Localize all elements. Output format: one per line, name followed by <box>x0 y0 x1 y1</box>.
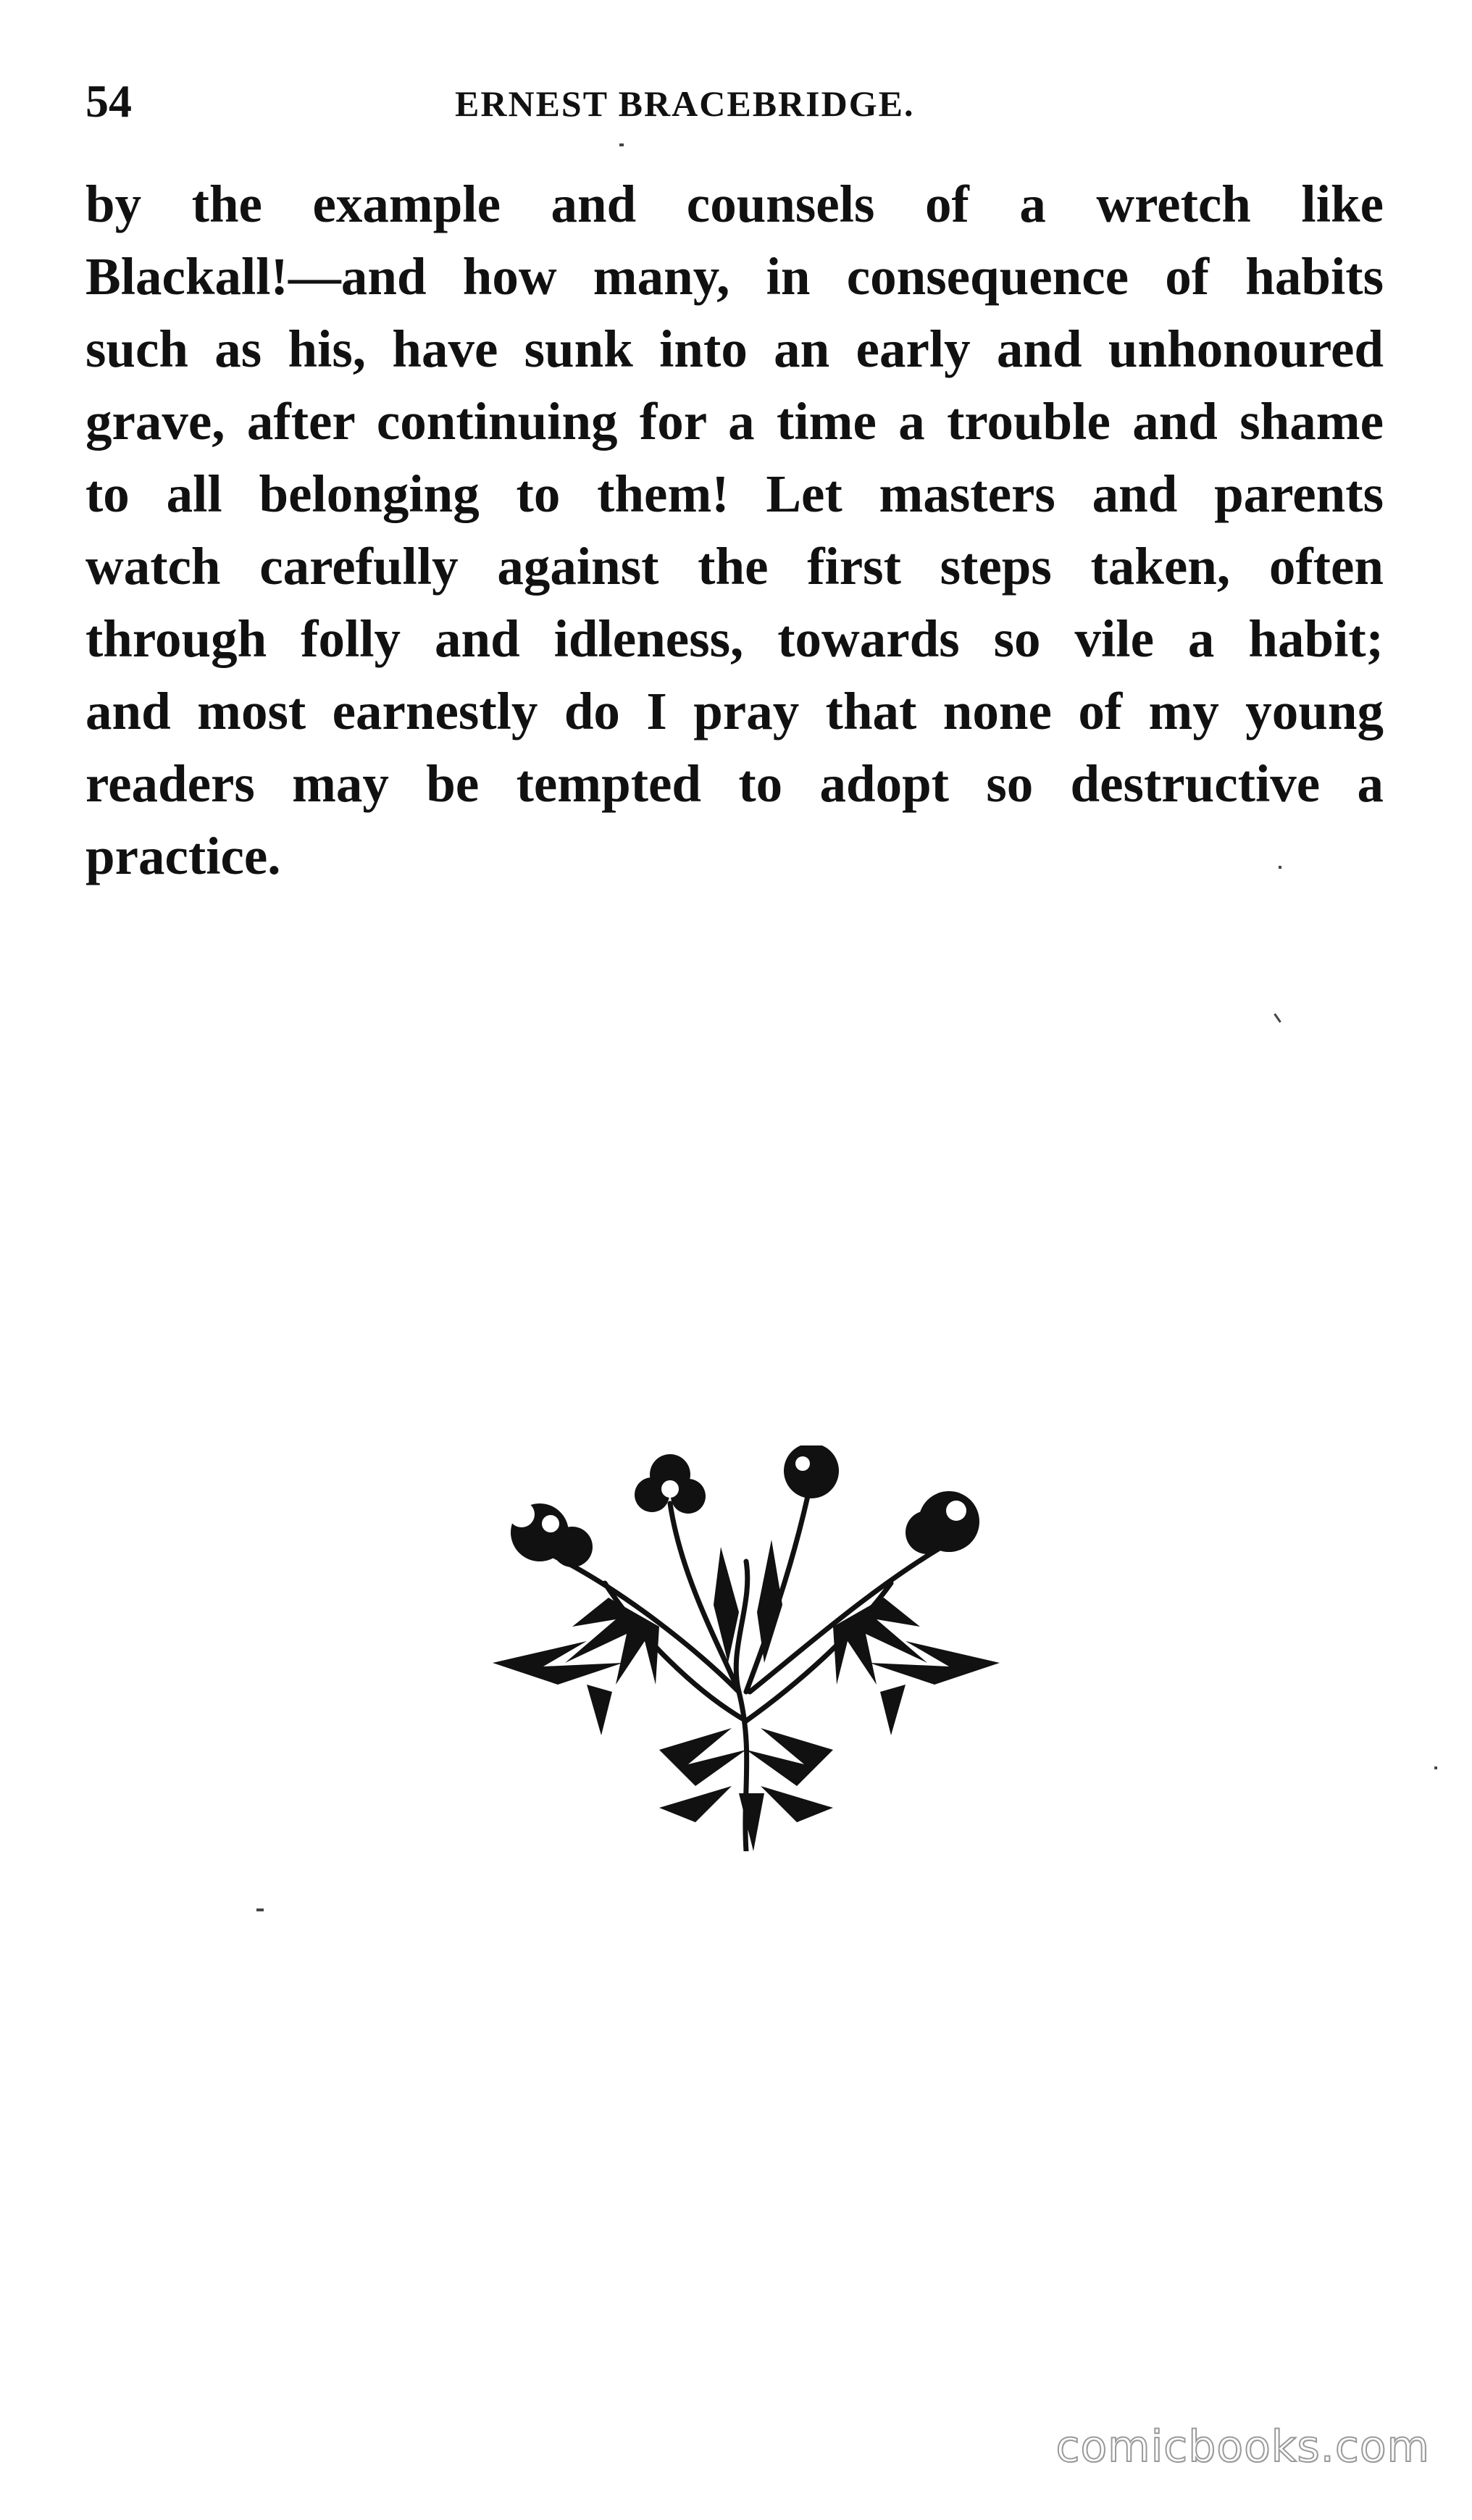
print-speck <box>619 143 624 146</box>
print-speck <box>1274 1013 1281 1022</box>
print-speck <box>1279 866 1281 869</box>
text-line: to all belonging to them! Let masters and parents <box>85 464 1384 523</box>
page-header <box>85 72 1389 130</box>
print-speck <box>256 1908 264 1911</box>
text-line: Blackall!—and how many, in consequence of habits <box>85 247 1384 306</box>
page-number: 54 <box>85 75 132 127</box>
text-line: by the example and counsels of a wretch like <box>85 175 1384 233</box>
floral-tailpiece-icon <box>478 1445 1014 1851</box>
text-line: and most earnestly do I pray that none of my young <box>85 682 1384 740</box>
text-line: grave, after continuing for a time a trouble and shame <box>85 392 1384 451</box>
text-line: through folly and idleness, towards so vile a habit; <box>85 609 1384 668</box>
print-speck <box>1434 1766 1437 1769</box>
text-line: watch carefully against the first steps taken, often <box>85 537 1384 596</box>
running-title: ERNEST BRACEBRIDGE. <box>455 83 915 124</box>
body-text <box>85 168 1384 893</box>
text-line: such as his, have sunk into an early and unhonoured <box>85 320 1384 378</box>
text-line: practice. <box>85 827 281 885</box>
watermark-text: comicbooks.com <box>1055 2421 1430 2472</box>
text-line: readers may be tempted to adopt so destructive a <box>85 754 1384 813</box>
